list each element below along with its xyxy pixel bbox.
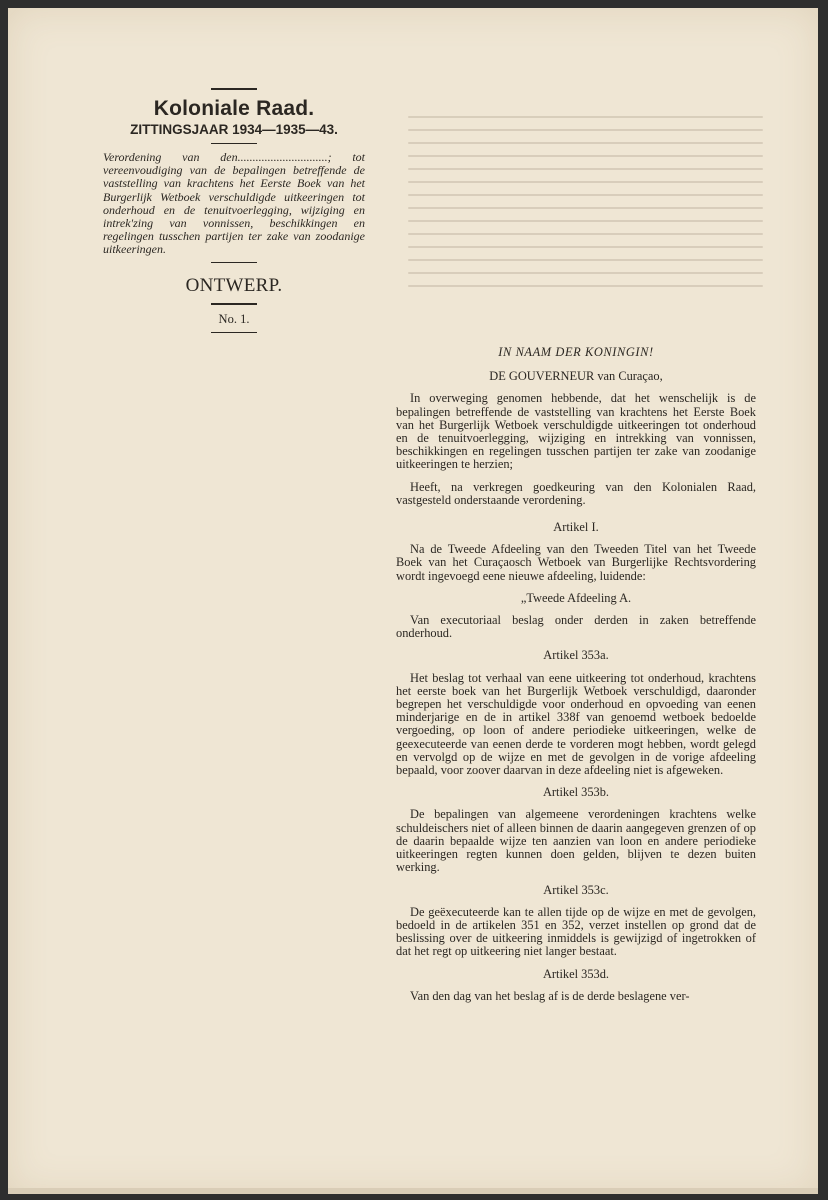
draft-rule [211,303,257,305]
article-1-text: Na de Tweede Afdeeling van den Tweeden Titel van het Tweede Boek van het Curaçaosch Wetboek van Burgerlijke Rechtsvordering wordt ingevoegd eene nieuwe afdeeling, luidende: [396,542,756,583]
article-353d-text: Van den dag van het beslag af is de derde beslagene ver- [410,988,690,1003]
article-353b-text: De bepalingen van algemeene verordeningen krachtens welke schuldeischers niet of alleen binnen de daarin aangegeven grenzen of op de daarin bepaalde wijze ten aanzien van loon en andere periodieke uitkeeringen regten kunnen doen gelden, blijven te dezen buiten werking. [396,807,756,875]
article-353c-text: De geëxecuteerde kan te allen tijde op de wijze en met de gevolgen, bedoeld in de artikelen 351 en 352, verzet instellen op grond dat de beslissing over de uitkeering inmiddels is gewijzigd of ingetrokken of dat het regt op uitkeering niet langer bestaat. [396,904,756,959]
invocation: IN NAAM DER KONINGIN! [498,345,654,359]
scan-edge [8,1188,818,1194]
ordinance-body [396,346,756,1003]
bleed-through-text [408,116,763,306]
article-1-heading: Artikel I. [553,520,599,535]
enactment: Heeft, na verkregen goedkeuring van den Kolonialen Raad, vastgesteld onderstaande verordening. [396,479,756,507]
document-header [103,88,365,333]
council-title: Koloniale Raad. [153,96,315,120]
section-heading: „Tweede Afdeeling A. [520,590,632,605]
article-353b-heading: Artikel 353b. [542,785,610,800]
ordinance-summary: Verordening van den..............................; tot vereenvoudiging van de bepalingen betreffende de vaststelling van krachtens het Eerste Boek van het Burgerlijk Wetboek verschuldigde uitkeeringen tot onderhoud en de tenuitvoerlegging, wijziging en intrek'zing van vonnissen, beschikkingen en regelingen tusschen partijen ter zake van zoodanige uitkeeringen. [103,150,365,257]
draft-label: ONTWERP. [185,275,283,297]
draft-number: No. 1. [218,311,250,326]
article-353c-heading: Artikel 353c. [543,882,609,897]
session-rule [211,143,257,145]
summary-rule [211,262,257,264]
number-rule [211,332,257,334]
preamble: In overweging genomen hebbende, dat het wenschelijk is de bepalingen betreffende de vaststelling van krachtens het Eerste Boek van het Burgerlijk Wetboek verschuldigde uitkeeringen tot onderhoud en de tenuitvoerlegging, wijziging en intrekking van vonnissen, beschikkingen en regelingen tusschen partijen ter zake van zoodanige uitkeeringen te herzien; [396,391,756,472]
document-page [8,8,818,1194]
article-353a-heading: Artikel 353a. [543,648,609,663]
article-353d-heading: Artikel 353d. [542,966,610,981]
article-353a-text: Het beslag tot verhaal van eene uitkeering tot onderhoud, krachtens het eerste boek van het Burgerlijk Wetboek verschuldigd, daaronder begrepen het verschuldigde voor onderhoud en opvoeding van eenen minderjarige en de in artikel 338f van genoemd wetboek bedoelde vergoeding, op loon of andere periodieke uitkeeringen, welke de geexecuteerde van eenen derde te vorderen mogt hebben, wordt gelegd en vervolgd op de wijze en met de gevolgen in de vorige afdeeling bepaald, voor zoover daarvan in deze afdeeling niet is afgeweken. [396,670,756,778]
governor-line: DE GOUVERNEUR van Curaçao, [489,369,663,384]
header-top-rule [211,88,257,90]
session-year: ZITTINGSJAAR 1934—1935—43. [130,121,338,137]
section-subtitle: Van executoriaal beslag onder derden in zaken betreffende onderhoud. [396,613,756,641]
